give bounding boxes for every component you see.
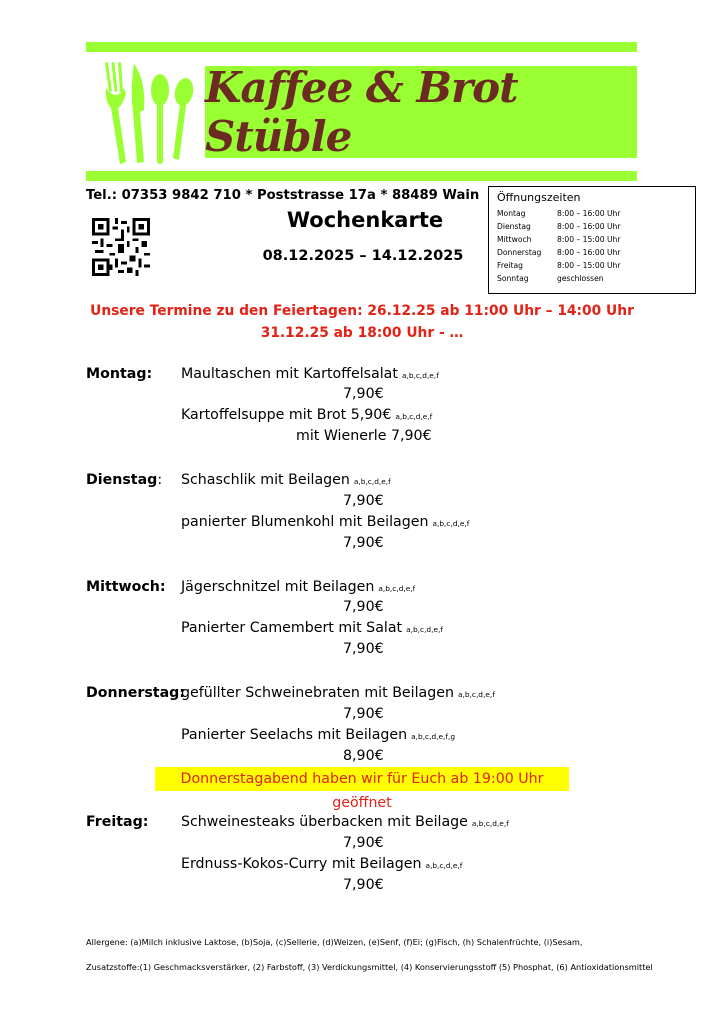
price: 7,90€ <box>343 535 384 551</box>
allergen-codes: a,b,c,d,e,f <box>432 519 470 528</box>
qr-code-icon <box>91 218 151 276</box>
day-label-mittwoch: Mittwoch: <box>86 579 166 595</box>
allergen-codes: a,b,c,d,e,f <box>353 477 391 486</box>
opening-hours-row: Dienstag 8:00 – 16:00 Uhr <box>497 222 621 231</box>
price: 7,90€ <box>343 599 384 615</box>
allergen-codes: a,b,c,d,e,f <box>395 412 433 421</box>
contact-line: Tel.: 07353 9842 710 * Poststrasse 17a * 88489 Wain <box>86 188 480 203</box>
page-title: Wochenkarte <box>286 208 444 232</box>
menu-item: panierter Blumenkohl mit Beilagen a,b,c,d,e,f <box>181 514 470 530</box>
menu-item: Schweinesteaks überbacken mit Beilage a,b,c,d,e,f <box>181 814 509 830</box>
cutlery-icon <box>100 60 200 166</box>
price: 7,90€ <box>343 706 384 722</box>
price: 7,90€ <box>343 835 384 851</box>
opening-hours-row: Mittwoch 8:00 – 15:00 Uhr <box>497 235 621 244</box>
price: 8,90€ <box>343 748 384 764</box>
opening-hours-row: Montag 8:00 – 16:00 Uhr <box>497 209 621 218</box>
additives-legend: Zusatzstoffe:(1) Geschmacksverstärker, (2) Farbstoff, (3) Verdickungsmittel, (4) Konservierungsstoff (5) Phosphat, (6) Antioxidationsmittel <box>86 962 653 972</box>
price: 7,90€ <box>343 493 384 509</box>
menu-item: Kartoffelsuppe mit Brot 5,90€ a,b,c,d,e,f <box>181 407 433 423</box>
opening-hours-row: Sonntag geschlossen <box>497 274 604 283</box>
price: 7,90€ <box>343 386 384 402</box>
opening-hours-row: Freitag 8:00 – 15:00 Uhr <box>497 261 621 270</box>
menu-item: Schaschlik mit Beilagen a,b,c,d,e,f <box>181 472 391 488</box>
day-label-donnerstag: Donnerstag: <box>86 685 185 701</box>
date-range: 08.12.2025 – 14.12.2025 <box>262 248 464 264</box>
allergen-codes: a,b,c,d,e,f <box>425 861 463 870</box>
top-green-bar <box>86 42 637 52</box>
thursday-evening-notice: Donnerstagabend haben wir für Euch ab 19:00 Uhr geöffnet <box>155 767 569 791</box>
logo-banner <box>205 63 637 161</box>
opening-hours-box <box>488 186 696 294</box>
holiday-notice-line1: Unsere Termine zu den Feiertagen: 26.12.25 ab 11:00 Uhr – 14:00 Uhr <box>90 303 634 319</box>
menu-item: Erdnuss-Kokos-Curry mit Beilagen a,b,c,d,e,f <box>181 856 463 872</box>
allergen-codes: a,b,c,d,e,f,g <box>411 732 456 741</box>
menu-item: gefüllter Schweinebraten mit Beilagen a,b,c,d,e,f <box>181 685 495 701</box>
menu-item: Panierter Camembert mit Salat a,b,c,d,e,f <box>181 620 443 636</box>
menu-item-extra: mit Wienerle 7,90€ <box>296 428 432 444</box>
logo-text: Kaffee & Brot Stüble <box>205 63 518 161</box>
opening-hours-row: Donnerstag 8:00 – 16:00 Uhr <box>497 248 621 257</box>
menu-item: Maultaschen mit Kartoffelsalat a,b,c,d,e,f <box>181 366 439 382</box>
menu-item: Jägerschnitzel mit Beilagen a,b,c,d,e,f <box>181 579 416 595</box>
price: 7,90€ <box>343 877 384 893</box>
allergen-codes: a,b,c,d,e,f <box>471 819 509 828</box>
menu-item: Panierter Seelachs mit Beilagen a,b,c,d,e,f,g <box>181 727 456 743</box>
price: 7,90€ <box>343 641 384 657</box>
day-label-montag: Montag: <box>86 366 153 382</box>
allergen-codes: a,b,c,d,e,f <box>457 690 495 699</box>
bottom-green-bar <box>86 171 637 181</box>
day-label-freitag: Freitag: <box>86 814 149 830</box>
holiday-notice-line2: 31.12.25 ab 18:00 Uhr - … <box>260 325 464 341</box>
opening-hours-title: Öffnungszeiten <box>497 191 581 204</box>
allergen-codes: a,b,c,d,e,f <box>378 584 416 593</box>
day-label-dienstag: Dienstag: <box>86 472 163 488</box>
allergen-legend: Allergene: (a)Milch inklusive Laktose, (b)Soja, (c)Sellerie, (d)Weizen, (e)Senf, (f)Ei; (g)Fisch, (h) Schalenfrüchte, (i)Sesam, <box>86 937 583 947</box>
allergen-codes: a,b,c,d,e,f <box>406 625 443 634</box>
allergen-codes: a,b,c,d,e,f <box>401 371 439 380</box>
